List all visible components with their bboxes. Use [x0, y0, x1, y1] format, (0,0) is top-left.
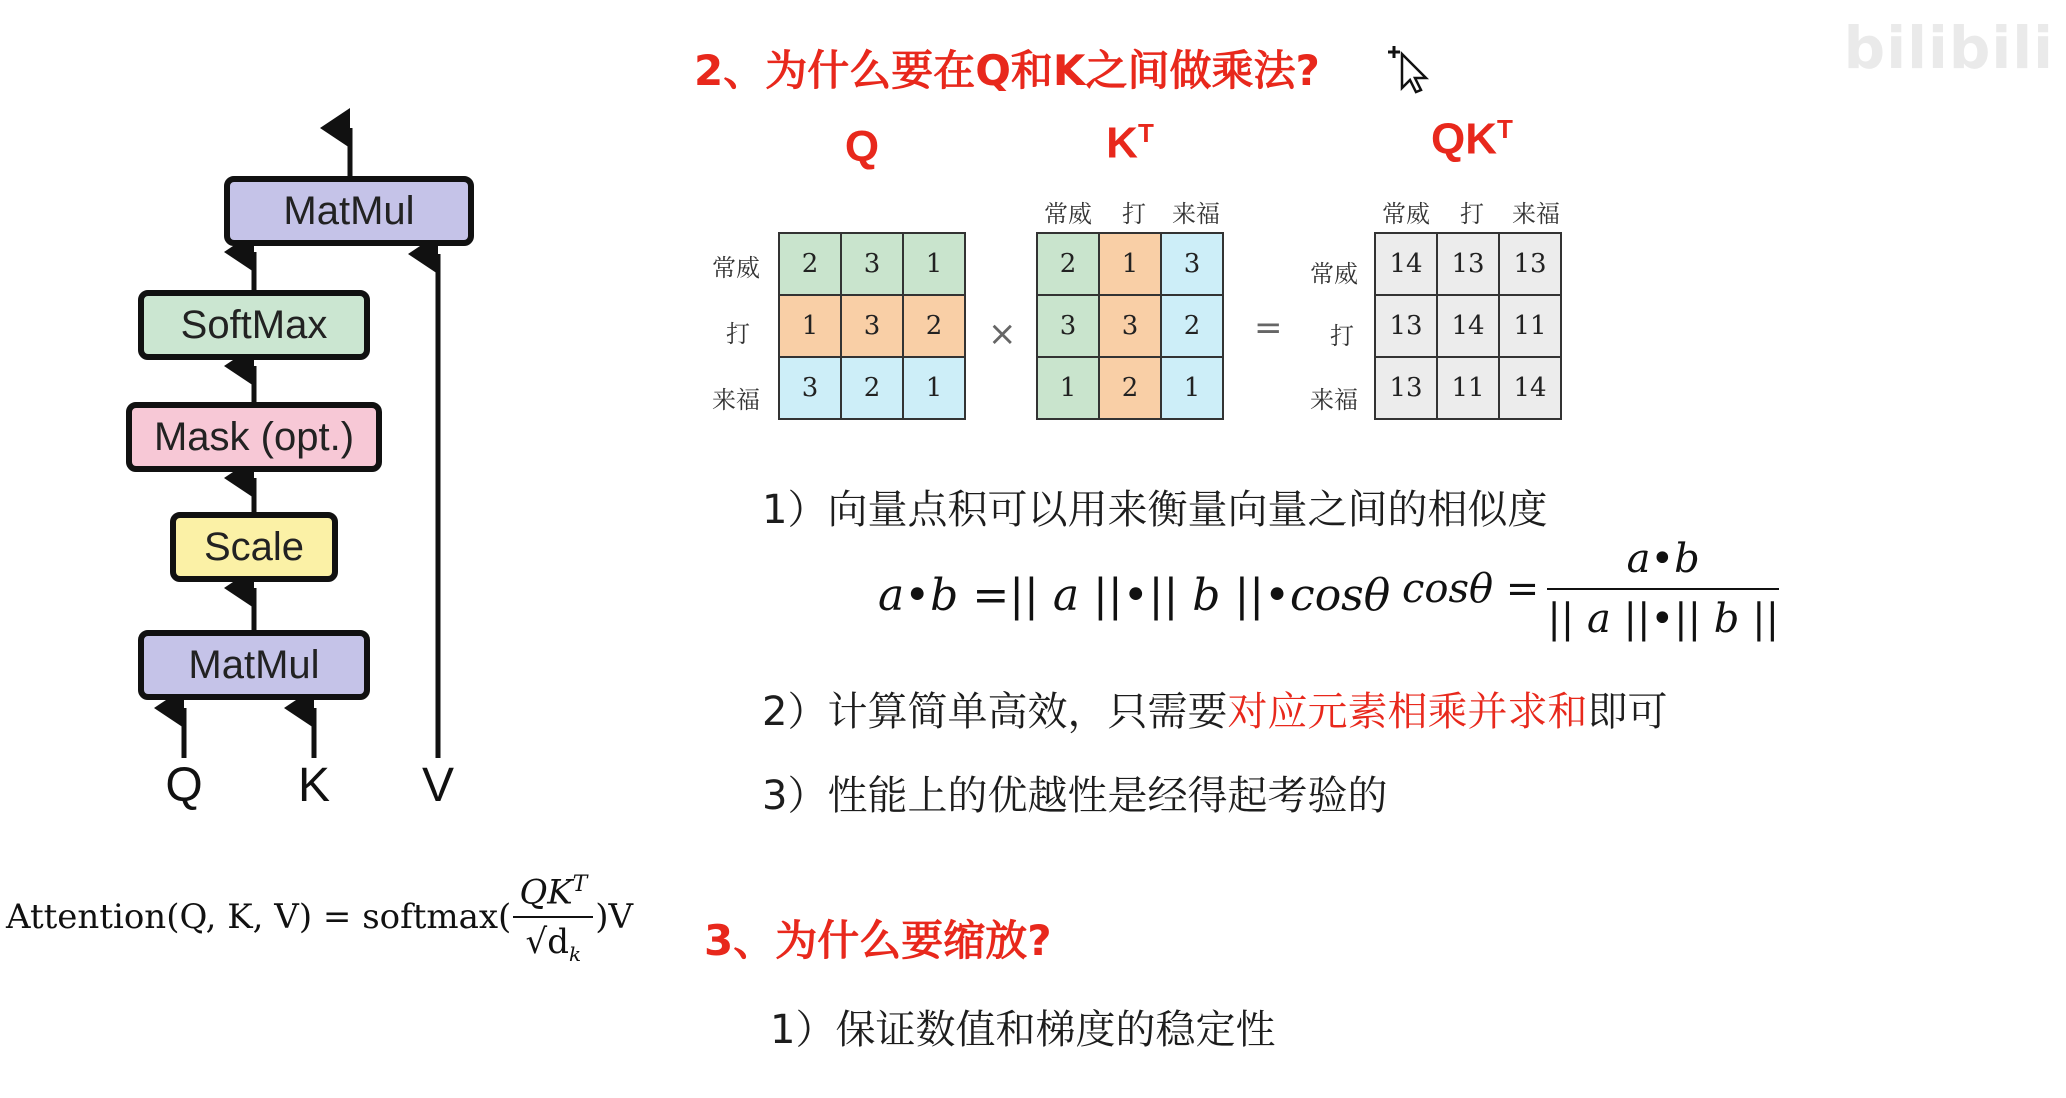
matmul-top-label: MatMul: [283, 188, 415, 233]
kt-cell: 1: [1161, 357, 1223, 419]
input-q-label: Q: [165, 759, 203, 812]
section3-point-1: 1）保证数值和梯度的稳定性: [770, 1007, 1276, 1053]
section2-point-1: 1）向量点积可以用来衡量向量之间的相似度: [762, 487, 1548, 533]
qkt-cell: 13: [1375, 295, 1437, 357]
q-title-text: Q: [844, 122, 880, 171]
kt-cell: 1: [1099, 233, 1161, 295]
bilibili-watermark: bilibili: [1843, 14, 2054, 82]
q-row-label-2: 来福: [712, 386, 760, 414]
attention-formula: [6, 872, 633, 966]
kt-title-text: K: [1106, 118, 1138, 168]
qkt-title-text: QK: [1431, 114, 1498, 164]
q-row-label-1: 打: [726, 320, 750, 348]
q-row-label-0: 常威: [712, 254, 760, 282]
scale-label: Scale: [203, 524, 305, 569]
qkt-cell: 14: [1499, 357, 1561, 419]
kt-cell: 2: [1037, 233, 1099, 295]
qkt-cell: 11: [1499, 295, 1561, 357]
kt-cell: 2: [1099, 357, 1161, 419]
matmul-top-box: [224, 176, 474, 246]
matmul-bottom-label: MatMul: [188, 642, 320, 687]
point-2-prefix: 2）计算简单高效，只需要: [762, 689, 1228, 735]
kt-col-label-2: 来福: [1172, 200, 1220, 228]
qkt-cell: 13: [1437, 233, 1499, 295]
qkt-row: [1375, 357, 1561, 419]
formula-rhs: )V: [595, 897, 634, 938]
qkt-cell: 13: [1375, 357, 1437, 419]
mask-label: Mask (opt.): [153, 414, 355, 459]
q-row: [779, 233, 965, 295]
cosine-lhs: cosθ =: [1402, 566, 1540, 612]
point-2-highlight: 对应元素相乘并求和: [1227, 689, 1588, 735]
kt-cell: 1: [1037, 357, 1099, 419]
formula-numerator: QK: [519, 872, 573, 913]
kt-col-label-1: 打: [1122, 200, 1146, 228]
qkt-cell: 14: [1375, 233, 1437, 295]
cosine-fraction: [1547, 536, 1779, 642]
scale-box: [170, 512, 338, 582]
qkt-row-label-1: 打: [1330, 322, 1354, 350]
equals-operator: =: [1254, 308, 1283, 348]
formula-numerator-sup: T: [572, 872, 588, 897]
kt-row: [1037, 357, 1223, 419]
qkt-col-label-1: 打: [1460, 200, 1484, 228]
q-cell: 2: [779, 233, 841, 295]
qkt-title-sup: T: [1497, 114, 1513, 144]
point-2-suffix: 即可: [1587, 689, 1668, 735]
qkt-row: [1375, 295, 1561, 357]
qkt-cell: 11: [1437, 357, 1499, 419]
q-cell: 3: [841, 295, 903, 357]
kt-cell: 3: [1037, 295, 1099, 357]
qkt-cell: 14: [1437, 295, 1499, 357]
kt-matrix: [1036, 232, 1224, 420]
dot-product-formula: a•b =|| a ||•|| b ||•cosθ: [878, 570, 1391, 621]
section2-point-3: 3）性能上的优越性是经得起考验的: [762, 773, 1388, 819]
kt-col-label-0: 常威: [1044, 200, 1092, 228]
formula-denominator: √d: [525, 922, 569, 963]
q-cell: 2: [903, 295, 965, 357]
qkt-matrix: [1374, 232, 1562, 420]
q-matrix-title: [812, 122, 912, 172]
softmax-box: [138, 290, 370, 360]
q-row: [779, 295, 965, 357]
qkt-col-label-0: 常威: [1382, 200, 1430, 228]
section2-point-2: [762, 680, 1667, 737]
input-k-label: K: [297, 759, 330, 812]
mask-box: [126, 402, 382, 472]
q-cell: 2: [841, 357, 903, 419]
qkt-matrix-title: [1412, 114, 1532, 165]
kt-row: [1037, 295, 1223, 357]
qkt-cell: 13: [1499, 233, 1561, 295]
qkt-row-label-2: 来福: [1310, 386, 1358, 414]
cosine-denominator: || a ||•|| b ||: [1547, 596, 1780, 642]
cosine-formula: [1402, 536, 1781, 642]
q-row: [779, 357, 965, 419]
cursor-icon: [1384, 40, 1432, 96]
kt-row: [1037, 233, 1223, 295]
q-cell: 1: [779, 295, 841, 357]
q-cell: 1: [903, 357, 965, 419]
section3-heading: 3、为什么要缩放?: [704, 916, 1052, 965]
matmul-bottom-box: [138, 630, 370, 700]
section2-heading: 2、为什么要在Q和K之间做乘法?: [694, 46, 1320, 95]
softmax-label: SoftMax: [180, 302, 328, 347]
q-cell: 3: [841, 233, 903, 295]
kt-cell: 2: [1161, 295, 1223, 357]
formula-lhs: Attention(Q, K, V) = softmax(: [6, 897, 512, 938]
qkt-row-label-0: 常威: [1310, 260, 1358, 288]
kt-matrix-title: [1080, 118, 1180, 169]
kt-cell: 3: [1099, 295, 1161, 357]
cosine-numerator: a•b: [1547, 536, 1779, 590]
q-cell: 1: [903, 233, 965, 295]
formula-denominator-sub: k: [568, 942, 582, 967]
input-v-label: V: [421, 759, 454, 812]
kt-title-sup: T: [1137, 118, 1154, 148]
times-operator: ×: [988, 314, 1017, 354]
qkt-row: [1375, 233, 1561, 295]
formula-fraction: [513, 872, 593, 966]
qkt-col-label-2: 来福: [1512, 200, 1560, 228]
q-matrix: [778, 232, 966, 420]
kt-cell: 3: [1161, 233, 1223, 295]
q-cell: 3: [779, 357, 841, 419]
